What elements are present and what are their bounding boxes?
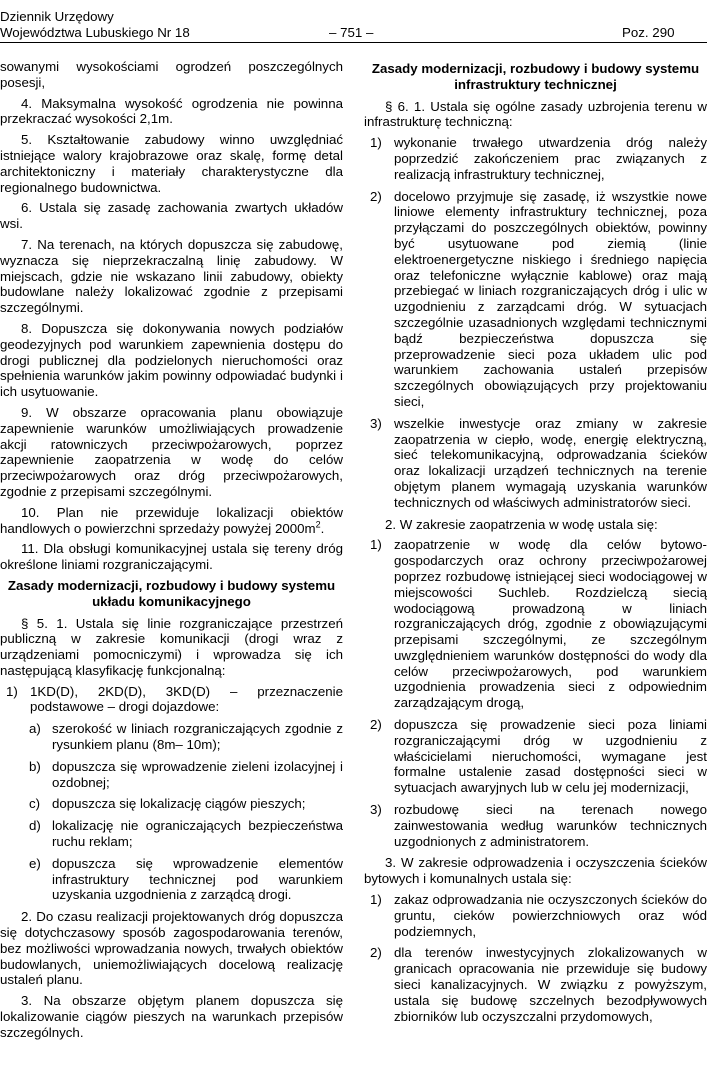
list-item-number: e) bbox=[29, 855, 41, 871]
section-5-paragraph-3: 3. Na obszarze objętym planem dopuszcza się lokalizowanie ciągów pieszych na warunkach przepisów szczególnych. bbox=[0, 993, 343, 1040]
journal-title-line2: Województwa Lubuskiego Nr 18 bbox=[0, 25, 190, 40]
paragraph-10-text: 10. Plan nie przewiduje lokalizacji obiektów handlowych o powierzchni sprzedaży powyżej 2000m bbox=[0, 504, 343, 536]
section-heading-transport: Zasady modernizacji, rozbudowy i budowy systemu układu komunikacyjnego bbox=[7, 577, 336, 609]
list-item bbox=[364, 135, 707, 182]
paragraph-6: 6. Ustala się zasadę zachowania zwartych układów wsi. bbox=[0, 200, 343, 232]
list-item bbox=[0, 721, 343, 753]
list-item-text: zaopatrzenie w wodę dla celów bytowo-gospodarczych oraz ochrony przeciwpożarowej poprzez rozbudowę istniejącej sieci wodociągowej w miejscowości Suchleb. Rozdzielczą siecią wodociągową prowadzoną w liniach rozgraniczających dróg, zgodnie z obowiązującymi przepisami szczególnymi, ze szczególnym uwzględnieniem warunków dostępności do wody dla celów przeciwpożarowych, pod warunkiem uzgodnienia prowadzenia sieci z odpowiednim zarządzającym drogą, bbox=[394, 537, 707, 711]
list-item bbox=[364, 717, 707, 796]
paragraph-11: 11. Dla obsługi komunikacyjnej ustala się tereny dróg określone liniami rozgraniczającymi. bbox=[0, 541, 343, 573]
list-item-text: lokalizację nie ograniczających bezpieczeństwa ruchu reklam; bbox=[52, 818, 343, 850]
list-item bbox=[364, 537, 707, 711]
list-item-number: 1) bbox=[370, 892, 382, 908]
paragraph-9: 9. W obszarze opracowania planu obowiązuje zapewnienie warunków umożliwiających prowadzenie akcji ratowniczych przeciwpożarowych, poprzez zapewnienie zaopatrzenia w wodę do celów przeciwpożarowych oraz dróg przeciwpożarowych, zgodnie z przepisami szczególnymi. bbox=[0, 404, 343, 499]
list-item-number: 1) bbox=[370, 537, 382, 553]
list-item-number: 2) bbox=[370, 717, 382, 733]
section-heading-infrastructure: Zasady modernizacji, rozbudowy i budowy systemu infrastruktury technicznej bbox=[371, 61, 700, 92]
paragraph-10 bbox=[0, 505, 343, 537]
list-item-text: dopuszcza się prowadzenie sieci poza liniami rozgraniczającymi dróg w uzgodnieniu z właścicielami nieruchomości, wymagane jest formalne ustalenie zasad dostępności sieci w sytuacjach awaryjnych lub w celu jej modernizacji, bbox=[394, 717, 707, 796]
list-item-text: dopuszcza się lokalizację ciągów pieszych; bbox=[52, 796, 306, 812]
position-number: Poz. 290 bbox=[622, 25, 675, 40]
list-item-number: a) bbox=[29, 721, 41, 737]
section-6-list bbox=[364, 135, 707, 510]
paragraph-7: 7. Na terenach, na których dopuszcza się zabudowę, wyznacza się nieprzekraczalną linię zabudowy. W miejscach, gdzie nie wskazano linii zabudowy, obiekty budowlane należy lokalizować zgodnie z przepisami szczególnymi. bbox=[0, 236, 343, 316]
paragraph-continuation: sowanymi wysokościami ogrodzeń poszczególnych posesji, bbox=[0, 59, 343, 90]
list-item bbox=[0, 796, 343, 812]
section-5-list bbox=[0, 684, 343, 716]
sewage-list bbox=[364, 892, 707, 1024]
paragraph-4: 4. Maksymalna wysokość ogrodzenia nie powinna przekraczać wysokości 2,1m. bbox=[0, 95, 343, 127]
list-item-text: dopuszcza się wprowadzenie elementów infrastruktury technicznej pod warunkiem uzyskania uzgodnienia z zarządcą drogi. bbox=[52, 855, 343, 903]
list-item bbox=[0, 759, 343, 791]
list-item bbox=[364, 416, 707, 511]
list-item bbox=[364, 189, 707, 410]
list-item-number: 2) bbox=[370, 945, 382, 961]
list-item-text: zakaz odprowadzania nie oczyszczonych ścieków do gruntu, cieków powierzchniowych oraz wód podziemnych, bbox=[394, 892, 707, 939]
list-item-text: szerokość w liniach rozgraniczających zgodnie z rysunkiem planu (8m– 10m); bbox=[52, 721, 343, 753]
header-rule bbox=[0, 42, 707, 43]
list-item bbox=[0, 684, 343, 716]
list-item-number: 1) bbox=[6, 683, 18, 699]
list-item-text: dopuszcza się wprowadzenie zieleni izolacyjnej i ozdobnej; bbox=[52, 758, 343, 790]
section-6-paragraph-2: 2. W zakresie zaopatrzenia w wodę ustala się: bbox=[385, 516, 658, 532]
list-item-text: wszelkie inwestycje oraz zmiany w zakresie zaopatrzenia w ciepło, wodę, energię elektryczną, sieć telekomunikacyjną, odprowadzania ścieków oraz lokalizacji urządzeń technicznych na terenie objętym planem wymagają uzyskania warunków technicznych od właściwych administratorów sieci. bbox=[394, 415, 707, 510]
list-item-number: d) bbox=[29, 818, 41, 834]
paragraph-5: 5. Kształtowanie zabudowy winno uwzględniać istniejące walory krajobrazowe oraz skalę, formę detal architektoniczny i materiały charakterystyczne dla regionalnego budownictwa. bbox=[0, 132, 343, 195]
list-item-text: rozbudowę sieci na terenach nowego zainwestowania według warunków technicznych uzgodnionych z administratorem. bbox=[394, 802, 707, 849]
list-item-text: 1KD(D), 2KD(D), 3KD(D) – przeznaczenie podstawowe – drogi dojazdowe: bbox=[30, 683, 343, 715]
section-6-paragraph-3: 3. W zakresie odprowadzenia i oczyszczenia ścieków bytowych i komunalnych ustala się: bbox=[364, 855, 707, 887]
left-column bbox=[0, 59, 343, 1089]
list-item bbox=[364, 892, 707, 939]
water-supply-list bbox=[364, 537, 707, 849]
list-item bbox=[0, 818, 343, 850]
list-item-number: 3) bbox=[370, 802, 382, 818]
list-item bbox=[364, 945, 707, 1024]
superscript-2: 2 bbox=[315, 519, 321, 530]
list-item-text: wykonanie trwałego utwardzenia dróg należy poprzedzić zakończeniem prac związanych z realizacją infrastruktury technicznej, bbox=[394, 135, 707, 182]
list-item-number: b) bbox=[29, 758, 41, 774]
list-item-text: docelowo przyjmuje się zasadę, iż wszystkie nowe liniowe elementy infrastruktury technicznej, poza przyłączami do poszczególnych obiektów, powinny być usytuowane pod ziemią (linie elektroenergetyczne niskiego i średniego napięcia oraz telefoniczne wyłącznie kablowe) oraz mają przebiegać w liniach rozgraniczających dróg i ulic w uzgodnieniu z zarządcami dróg. W sytuacjach szczególnie uzasadnionych względami technicznymi bądź bezpieczeństwa dopuszcza się przeprowadzenie sieci poza układem ulic pod warunkiem zachowania ustaleń przepisów szczególnych obowiązujących przy projektowaniu sieci, bbox=[394, 188, 707, 409]
right-column bbox=[364, 59, 707, 1089]
paragraph-10-end: . bbox=[320, 520, 325, 536]
section-5-sublist bbox=[0, 721, 343, 903]
list-item-text: dla terenów inwestycyjnych zlokalizowanych w granicach opracowania nie przewiduje się budowy sieci kanalizacyjnych. W związku z powyższym, ustala się budowę szczelnych bezodpływowych zbiorników lub oczyszczalni przydomowych, bbox=[394, 945, 707, 1024]
list-item bbox=[0, 856, 343, 903]
page-header bbox=[0, 9, 707, 43]
list-item-number: 3) bbox=[370, 415, 382, 431]
list-item-number: 2) bbox=[370, 188, 382, 204]
list-item bbox=[364, 802, 707, 849]
journal-title-line1: Dziennik Urzędowy bbox=[0, 9, 114, 24]
list-item-number: c) bbox=[29, 796, 41, 812]
section-5-intro: § 5. 1. Ustala się linie rozgraniczające przestrzeń publiczną w zakresie komunikacji (drogi wraz z urządzeniami pomocniczymi) i wprowadza się ich następującą klasyfikację funkcjonalną: bbox=[0, 615, 343, 678]
paragraph-8: 8. Dopuszcza się dokonywania nowych podziałów geodezyjnych pod warunkiem zapewnienia dostępu do drogi publicznej dla podzielonych nieruchomości oraz spełnienia warunków jakim powinny odpowiadać budynki i ich usytuowanie. bbox=[0, 320, 343, 400]
list-item-number: 1) bbox=[370, 135, 382, 151]
section-5-paragraph-2: 2. Do czasu realizacji projektowanych dróg dopuszcza się dotychczasowy sposób zagospodarowania terenów, bez możliwości wprowadzania nowych, trwałych obiektów budowlanych, uniemożliwiających docelową realizację ustaleń planu. bbox=[0, 909, 343, 988]
section-6-intro: § 6. 1. Ustala się ogólne zasady uzbrojenia terenu w infrastrukturę techniczną: bbox=[364, 98, 707, 130]
page-number: – 751 – bbox=[329, 25, 374, 40]
